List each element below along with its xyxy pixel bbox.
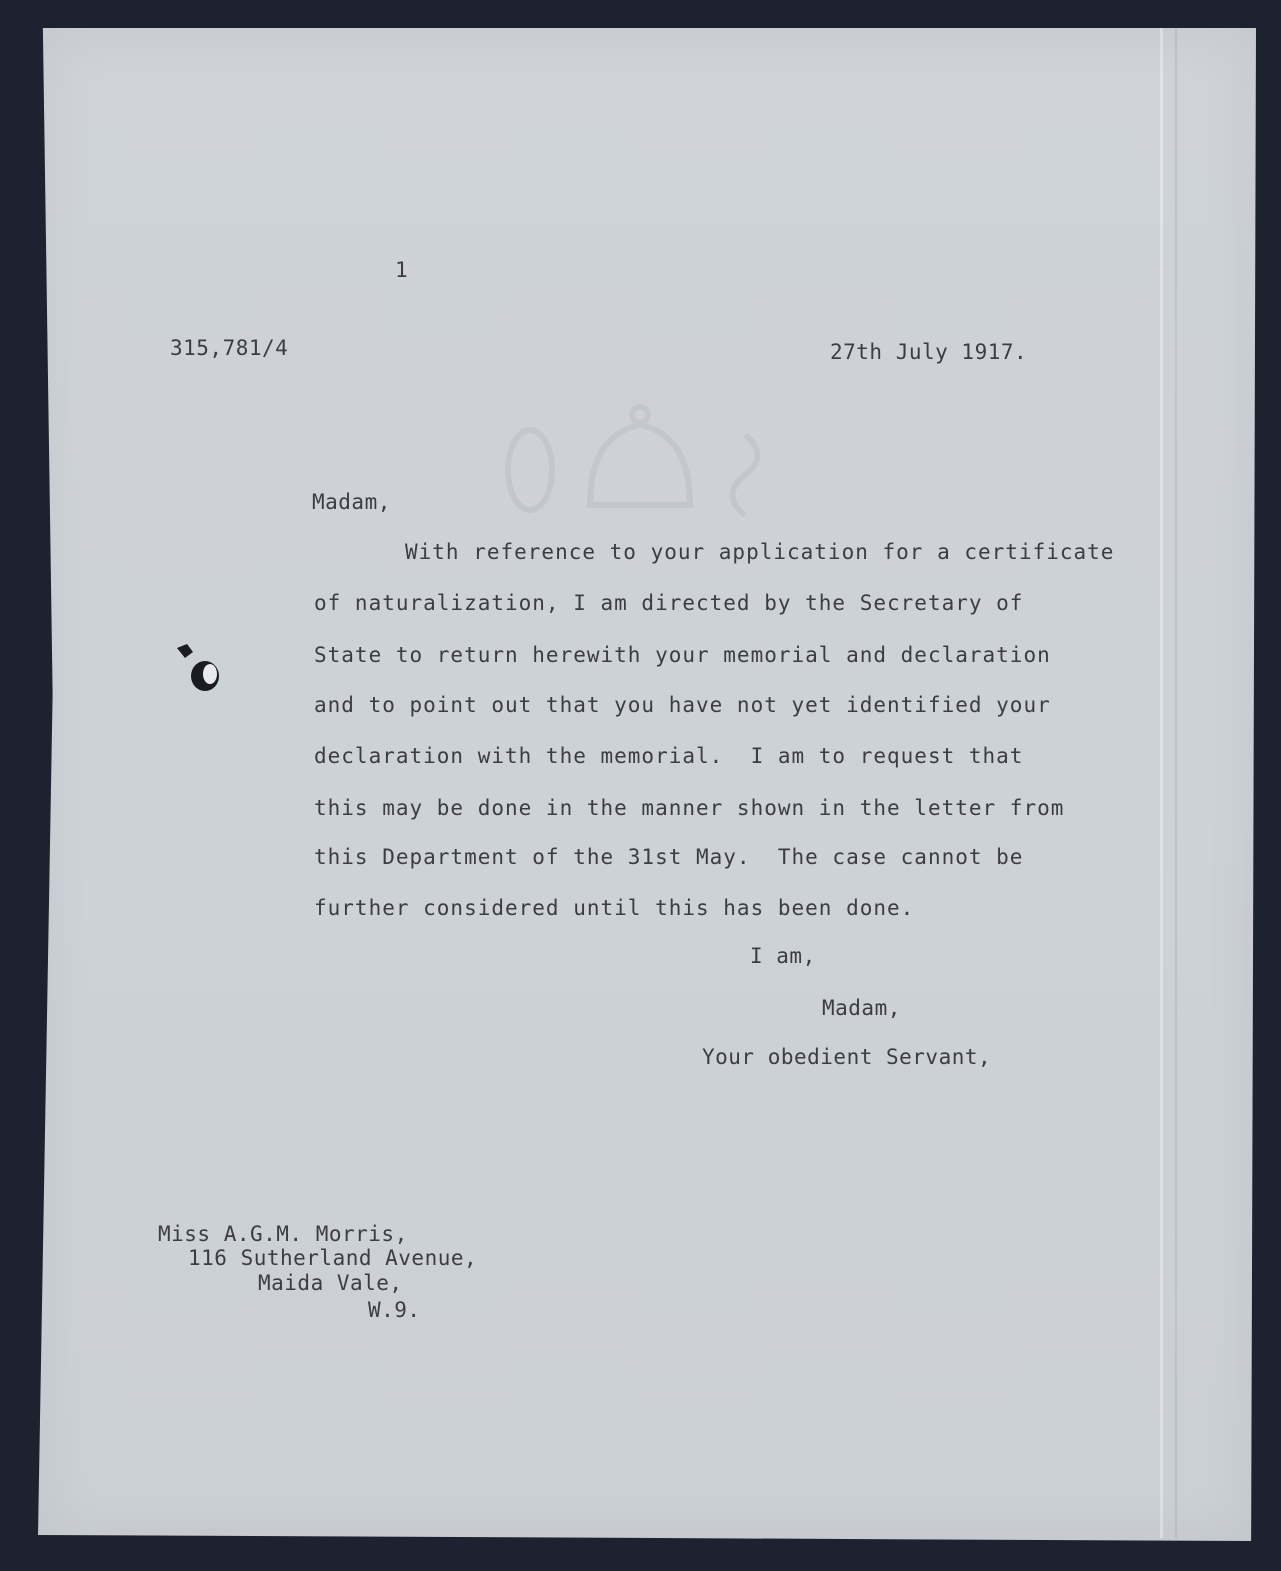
closing-line: I am, (750, 944, 816, 968)
body-line: this may be done in the manner shown in the letter from (314, 796, 1065, 820)
reference-number: 315,781/4 (170, 336, 289, 360)
letter-date: 27th July 1917. (830, 340, 1028, 364)
recipient-name: Miss A.G.M. Morris, (158, 1222, 408, 1246)
letter-paper (38, 28, 1256, 1541)
punch-hole-icon (175, 642, 221, 692)
body-line: of naturalization, I am directed by the Secretary of (314, 591, 1024, 615)
body-line: With reference to your application for a certificate (405, 540, 1115, 564)
address-street: 116 Sutherland Avenue, (188, 1246, 478, 1270)
page-number: 1 (395, 258, 409, 282)
body-line: this Department of the 31st May. The case cannot be (314, 845, 1024, 869)
paper-fold-shadow (1175, 28, 1177, 1538)
body-line: and to point out that you have not yet identified your (314, 693, 1051, 717)
closing-line: Madam, (822, 996, 901, 1020)
body-line: declaration with the memorial. I am to request that (314, 744, 1024, 768)
salutation: Madam, (312, 490, 391, 514)
paper-fold (1160, 28, 1163, 1538)
body-line: further considered until this has been done. (314, 896, 915, 920)
closing-line: Your obedient Servant, (702, 1045, 992, 1069)
address-postcode: W.9. (368, 1298, 421, 1322)
crown-watermark-icon (490, 395, 790, 545)
body-line: State to return herewith your memorial and declaration (314, 643, 1051, 667)
address-district: Maida Vale, (258, 1271, 403, 1295)
